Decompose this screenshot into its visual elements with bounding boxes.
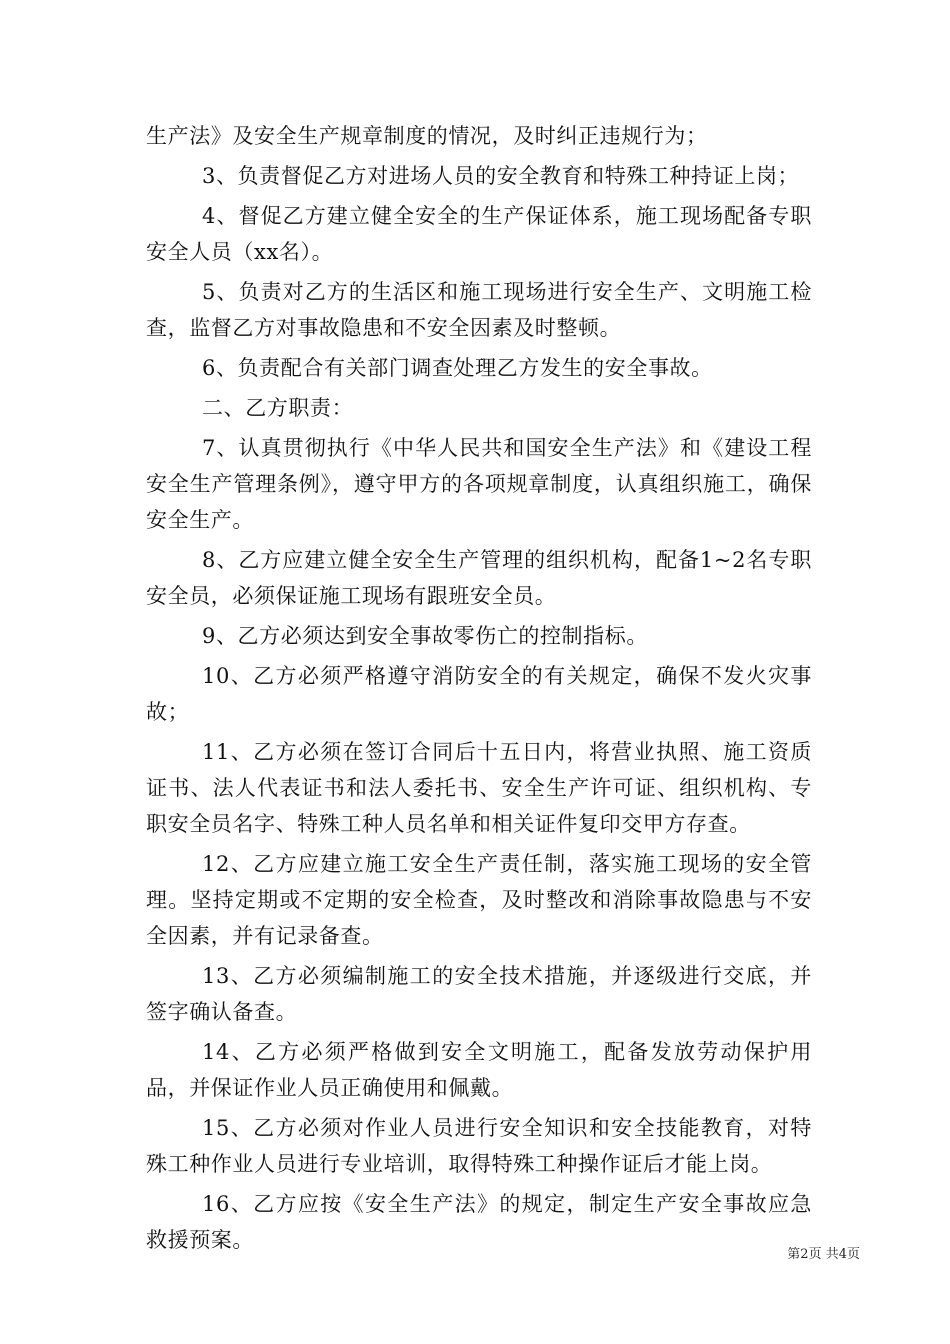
section-heading-party-b: 二、乙方职责：: [202, 396, 354, 420]
paragraph-item-14: 14、乙方必须严格做到安全文明施工，配备发放劳动保护用品，并保证作业人员正确使用和佩戴。: [146, 1040, 812, 1100]
paragraph-item-9: 9、乙方必须达到安全事故零伤亡的控制指标。: [202, 624, 648, 648]
page-number-footer: [0, 1246, 860, 1264]
paragraph-item-7: 7、认真贯彻执行《中华人民共和国安全生产法》和《建设工程安全生产管理条例》，遵守甲方的各项规章制度，认真组织施工，确保安全生产。: [146, 436, 812, 532]
paragraph-item-15: 15、乙方必须对作业人员进行安全知识和安全技能教育，对特殊工种作业人员进行专业培训，取得特殊工种操作证后才能上岗。: [146, 1116, 812, 1176]
paragraph-item-10: 10、乙方必须严格遵守消防安全的有关规定，确保不发火灾事故；: [146, 664, 812, 724]
paragraph-item-11: 11、乙方必须在签订合同后十五日内，将营业执照、施工资质证书、法人代表证书和法人委托书、安全生产许可证、组织机构、专职安全员名字、特殊工种人员名单和相关证件复印交甲方存查。: [146, 740, 812, 836]
paragraph-item-13: 13、乙方必须编制施工的安全技术措施，并逐级进行交底，并签字确认备查。: [146, 964, 812, 1024]
paragraph-continuation: 生产法》及安全生产规章制度的情况，及时纠正违规行为；: [146, 124, 708, 148]
footer-suffix: 页: [846, 1247, 860, 1262]
paragraph-item-3: 3、负责督促乙方对进场人员的安全教育和特殊工种持证上岗；: [202, 164, 800, 188]
footer-middle: 页 共: [808, 1247, 839, 1262]
paragraph-item-12: 12、乙方应建立施工安全生产责任制，落实施工现场的安全管理。坚持定期或不定期的安全检查，及时整改和消除事故隐患与不安全因素，并有记录备查。: [146, 852, 812, 948]
footer-current-page: 2: [800, 1247, 809, 1262]
footer-prefix: 第: [787, 1247, 801, 1262]
paragraph-item-6: 6、负责配合有关部门调查处理乙方发生的安全事故。: [202, 356, 713, 380]
paragraph-item-5: 5、负责对乙方的生活区和施工现场进行安全生产、文明施工检查，监督乙方对事故隐患和不安全因素及时整顿。: [146, 280, 812, 340]
document-body: [146, 118, 812, 1262]
paragraph-item-16: 16、乙方应按《安全生产法》的规定，制定生产安全事故应急救援预案。: [146, 1192, 812, 1252]
paragraph-item-8: 8、乙方应建立健全安全生产管理的组织机构，配备1~2名专职安全员，必须保证施工现场有跟班安全员。: [146, 548, 812, 608]
paragraph-item-4: 4、督促乙方建立健全安全的生产保证体系，施工现场配备专职安全人员（xx名）。: [146, 204, 812, 264]
footer-total-pages: 4: [838, 1247, 847, 1262]
